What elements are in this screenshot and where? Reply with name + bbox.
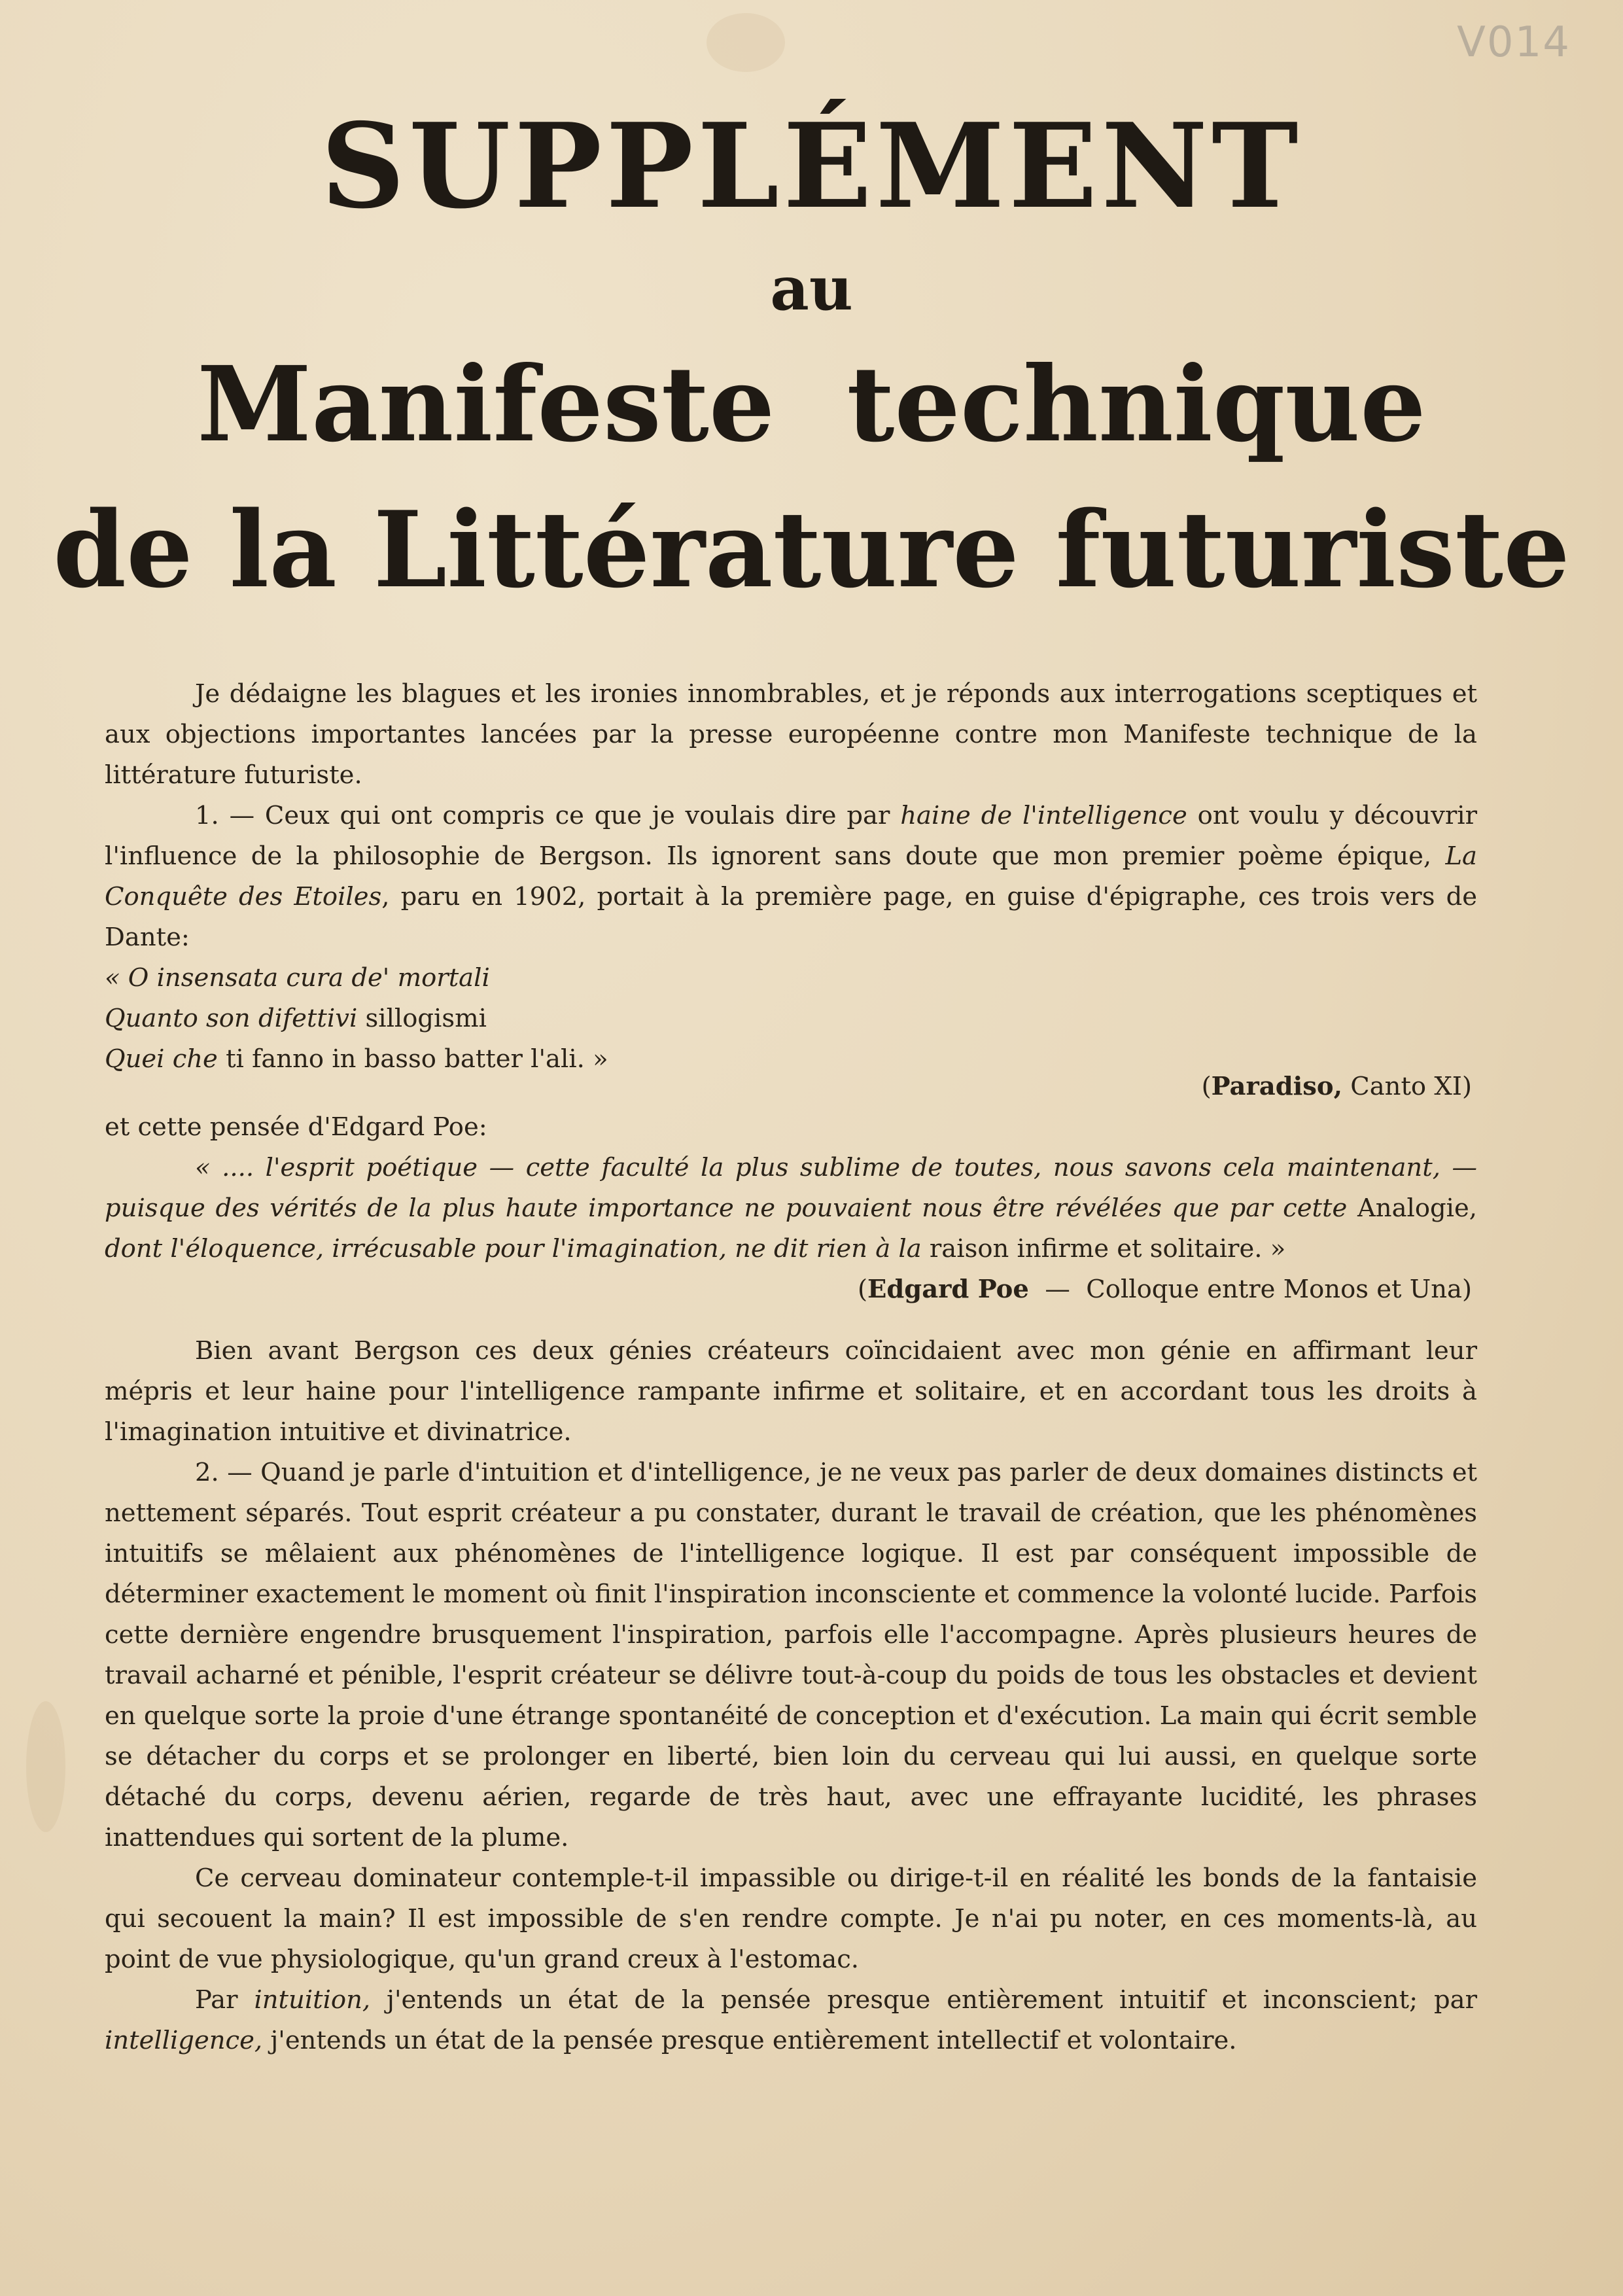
paragraph-4 [105, 1980, 1477, 2061]
text-run: j'entends un état de la pensée presque entièrement intellectif et volontaire. [262, 2026, 1237, 2055]
italic-run: dont l'éloquence, irrécusable pour l'imagination, ne dit rien à la [105, 1234, 922, 1263]
poe-lead: et cette pensée d'Edgard Poe: [105, 1112, 487, 1142]
italic-run: Quanto son difettivi [105, 1004, 358, 1033]
italic-run: La Conquête des Etoiles [105, 841, 1477, 911]
poe-quote [105, 1148, 1477, 1269]
text-run: , paru en 1902, portait à la première page, en guise d'épigraphe, ces trois vers de Dante: [105, 882, 1477, 952]
bold-run: Paradiso, [1211, 1072, 1343, 1101]
title-litterature: de la Littérature futuriste [53, 488, 1570, 611]
archive-mark: V014 [1457, 18, 1571, 67]
dante-citation: (Paradiso, Canto XI) [1201, 1072, 1472, 1101]
intro-paragraph: Je dédaigne les blagues et les ironies innombrables, et je réponds aux interrogations sceptiques et aux objections importantes lancées par la presse européenne contre mon Manifeste technique de la littérature futuriste. [105, 679, 1477, 790]
text-run: j'entends un état de la pensée presque entièrement intuitif et inconscient; par [370, 1985, 1477, 2015]
paper-stain [707, 13, 785, 72]
italic-run: « .... l'esprit poétique — cette faculté la plus sublime de toutes, nous savons cela maintenant, — puisque des vérités de la plus haute importance ne pouvaient nous être révélées que par cette [105, 1153, 1477, 1223]
italic-run: « O insensata cura de' mortali [105, 963, 490, 993]
text-run: raison infirme et solitaire. » [921, 1234, 1286, 1263]
title-supplement: SUPPLÉMENT [321, 97, 1302, 234]
italic-run: intelligence, [105, 2026, 263, 2055]
paragraph-3: Ce cerveau dominateur contemple-t-il impassible ou dirige-t-il en réalité les bonds de la fantaisie qui secouent la main? Il est impossible de s'en rendre compte. Je n'ai pu noter, en ces moments-là, au point de vue physiologique, qu'un grand creux à l'estomac. [105, 1863, 1477, 1974]
spacer [105, 1310, 1477, 1331]
text-run: Canto XI [1342, 1072, 1462, 1101]
text-run: ti fanno in basso batter l'ali. » [217, 1044, 608, 1074]
text-run: sillogismi [357, 1004, 487, 1033]
italic-run: intuition, [254, 1985, 371, 2015]
title-manifeste: Manifeste technique [197, 344, 1426, 465]
text-run: ont voulu y découvrir l'influence de la philosophie de Bergson. Ils ignorent sans doute que mon premier poème épique, [105, 801, 1477, 871]
poe-citation: (Edgard Poe — Colloque entre Monos et Una) [857, 1275, 1472, 1304]
paragraph-1 [105, 796, 1477, 958]
text-run: — Colloque entre Monos et Una [1028, 1275, 1462, 1304]
text-run: Par [195, 1985, 254, 2015]
title-au: au [770, 253, 853, 324]
italic-run: haine de l'intelligence [900, 801, 1187, 830]
bold-run: Edgard Poe [867, 1275, 1029, 1304]
paragraph-2: 2. — Quand je parle d'intuition et d'intelligence, je ne veux pas parler de deux domaines distincts et nettement séparés. Tout esprit créateur a pu constater, durant le travail de création, que les phénomènes intuitifs se mêlaient aux phénomènes de l'intelligence logique. Il est par conséquent impossible de déterminer exactement le moment où finit l'inspiration inconsciente et commence la volonté lucide. Parfois cette dernière engendre brusquement l'inspiration, parfois elle l'accompagne. Après plusieurs heures de travail acharné et pénible, l'esprit créateur se délivre tout-à-coup du poids de tous les obstacles et devient en quelque sorte la proie d'une étrange spontanéité de conception et d'exécution. La main qui écrit semble se détacher du corps et se prolonger en liberté, bien loin du cerveau qui lui aussi, en quelque sorte détaché du corps, devenu aérien, regarde de très haut, avec une effrayante lucidité, les phrases inattendues qui sortent de la plume. [105, 1458, 1477, 1852]
text-run: 1. — Ceux qui ont compris ce que je voulais dire par [195, 801, 901, 830]
paragraph-bergson: Bien avant Bergson ces deux génies créateurs coïncidaient avec mon génie en affirmant leur mépris et leur haine pour l'intelligence rampante infirme et solitaire, et en accordant tous les droits à l'imagination intuitive et divinatrice. [105, 1336, 1477, 1447]
italic-run: Quei che [105, 1044, 218, 1074]
document-body [105, 674, 1477, 2061]
text-run: Analogie, [1347, 1193, 1477, 1223]
dante-quote-line-1 [105, 958, 1477, 998]
dante-quote-line-2 [105, 998, 1477, 1039]
paper-stain [26, 1701, 65, 1832]
